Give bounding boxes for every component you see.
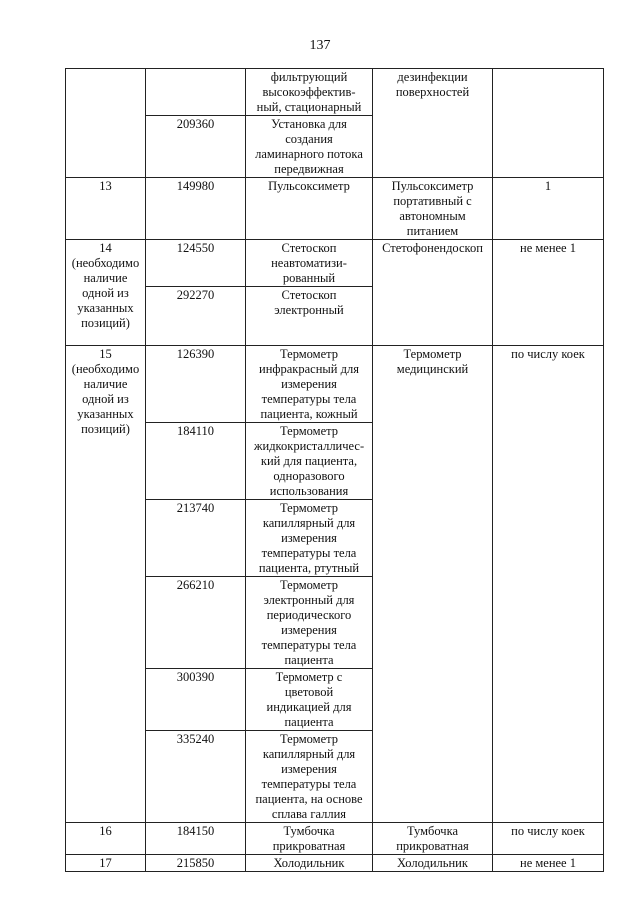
code-cell: 184150 xyxy=(146,823,246,855)
code-cell: 213740 xyxy=(146,500,246,577)
type-cell: Холодильник xyxy=(373,855,493,872)
code-cell: 292270 xyxy=(146,287,246,346)
page-number: 137 xyxy=(309,38,331,53)
table-row xyxy=(66,240,604,287)
item-number-cell: 15 (необходимо наличие одной из указанных позиций) xyxy=(66,346,146,823)
item-number-cell xyxy=(66,69,146,178)
name-cell: Холодильник xyxy=(246,855,373,872)
name-cell: Термометр электронный для периодического измерения температуры тела пациента xyxy=(246,577,373,669)
code-cell: 266210 xyxy=(146,577,246,669)
code-cell: 335240 xyxy=(146,731,246,823)
quantity-cell: 1 xyxy=(493,178,604,240)
quantity-cell: не менее 1 xyxy=(493,855,604,872)
code-cell: 300390 xyxy=(146,669,246,731)
quantity-cell: по числу коек xyxy=(493,346,604,823)
code-cell xyxy=(146,69,246,116)
type-cell: Стетофонендоскоп xyxy=(373,240,493,346)
name-cell: Термометр инфракрасный для измерения температуры тела пациента, кожный xyxy=(246,346,373,423)
table-row xyxy=(66,69,604,116)
code-cell: 215850 xyxy=(146,855,246,872)
code-cell: 209360 xyxy=(146,116,246,178)
name-cell: Термометр капиллярный для измерения температуры тела пациента, на основе сплава галлия xyxy=(246,731,373,823)
name-cell: Установка для создания ламинарного потока передвижная xyxy=(246,116,373,178)
type-cell: Пульсоксиметр портативный с автономным питанием xyxy=(373,178,493,240)
name-cell: Стетоскоп неавтоматизи- рованный xyxy=(246,240,373,287)
item-number-cell: 17 xyxy=(66,855,146,872)
name-cell: Термометр капиллярный для измерения температуры тела пациента, ртутный xyxy=(246,500,373,577)
item-number-cell: 16 xyxy=(66,823,146,855)
name-cell: Стетоскоп электронный xyxy=(246,287,373,346)
code-cell: 149980 xyxy=(146,178,246,240)
name-cell: фильтрующий высокоэффектив- ный, стационарный xyxy=(246,69,373,116)
code-cell: 124550 xyxy=(146,240,246,287)
code-cell: 184110 xyxy=(146,423,246,500)
name-cell: Термометр с цветовой индикацией для пациента xyxy=(246,669,373,731)
item-number-cell: 14 (необходимо наличие одной из указанных позиций) xyxy=(66,240,146,346)
table-row xyxy=(66,346,604,423)
quantity-cell xyxy=(493,69,604,178)
item-number-cell: 13 xyxy=(66,178,146,240)
equipment-table xyxy=(65,68,604,872)
type-cell: дезинфекции поверхностей xyxy=(373,69,493,178)
quantity-cell: не менее 1 xyxy=(493,240,604,346)
table-row xyxy=(66,178,604,240)
table-row xyxy=(66,855,604,872)
table-row xyxy=(66,823,604,855)
type-cell: Термометр медицинский xyxy=(373,346,493,823)
name-cell: Пульсоксиметр xyxy=(246,178,373,240)
name-cell: Термометр жидкокристалличес- кий для пациента, одноразового использования xyxy=(246,423,373,500)
quantity-cell: по числу коек xyxy=(493,823,604,855)
type-cell: Тумбочка прикроватная xyxy=(373,823,493,855)
name-cell: Тумбочка прикроватная xyxy=(246,823,373,855)
code-cell: 126390 xyxy=(146,346,246,423)
